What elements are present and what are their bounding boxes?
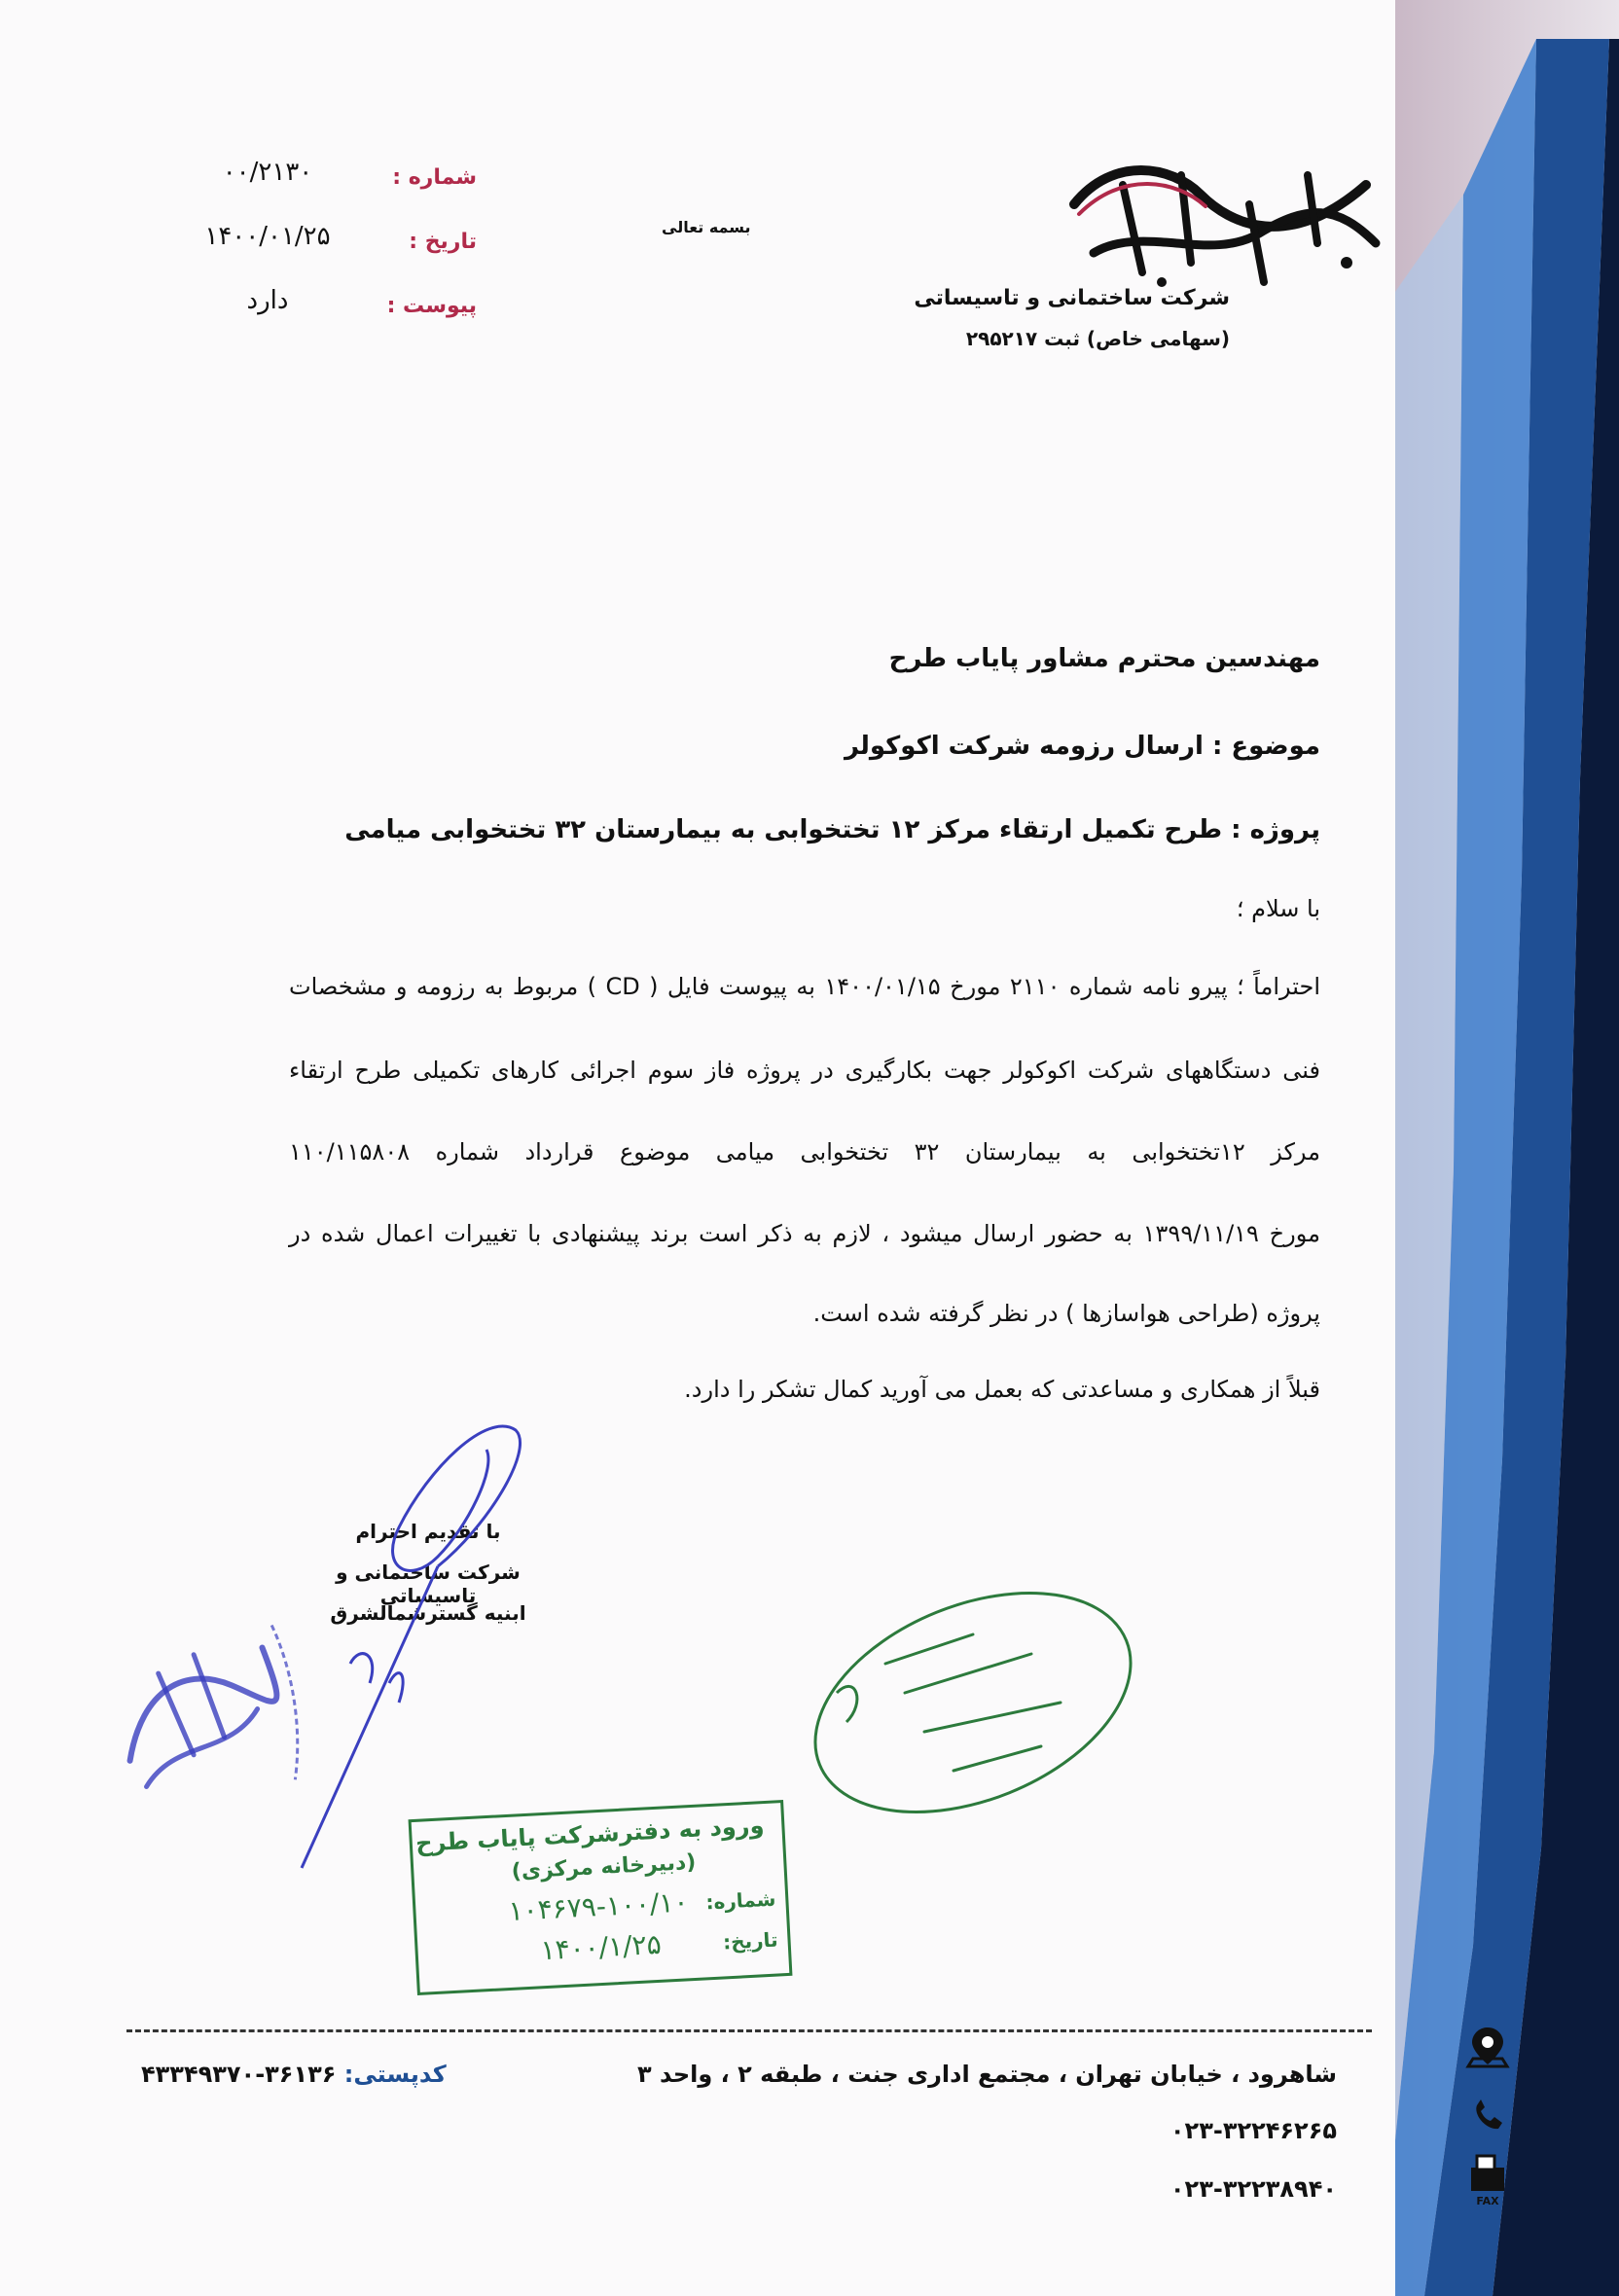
fax-icon [1463, 2150, 1512, 2208]
letter-attachment-row [165, 286, 477, 333]
project-title: پروژه : طرح تکمیل ارتقاء مرکز ۱۲ تختخوابی به بیمارستان ۳۲ تختخوابی میامی [344, 815, 1320, 844]
fax-icon-label: FAX [1476, 2195, 1499, 2207]
decorative-side-band [1395, 0, 1619, 2296]
letter-date-value: ۱۴۰۰/۰۱/۲۵ [204, 222, 331, 251]
letter-number-value: ۰۰/۲۱۳۰ [222, 158, 313, 187]
stamp-date-value: ۱۴۰۰/۱/۲۵ [539, 1927, 663, 1967]
subject: موضوع : ارسال رزومه شرکت اکوکولر [844, 732, 1320, 761]
stamp-number-value: ۱۰۴۶۷۹-۱۰۰/۱۰ [507, 1885, 690, 1927]
letter-date-label: تاریخ : [409, 230, 477, 254]
bismillah: بسمه تعالی [662, 218, 751, 236]
signature-blue [292, 1411, 545, 1878]
closing-line-1: با تقدیم احترام [355, 1520, 501, 1543]
stamp-number-label: شماره: [704, 1886, 776, 1915]
footer-phone: ۰۲۳-۳۲۲۴۶۲۶۵ [1169, 2117, 1337, 2144]
footer-address: شاهرود ، خیابان تهران ، مجتمع اداری جنت ، طبقه ۲ ، واحد ۳ [637, 2061, 1337, 2088]
letter-attachment-value: دارد [246, 286, 289, 315]
postal-label: کدپستی: [343, 2061, 447, 2088]
stamp-subtitle: (دبیرخانه مرکزی) [511, 1849, 697, 1884]
greeting: با سلام ؛ [1236, 895, 1320, 922]
company-registration: (سهامی خاص) ثبت ۲۹۵۲۱۷ [965, 327, 1230, 350]
footer-fax: ۰۲۳-۳۲۲۳۸۹۴۰ [1169, 2175, 1337, 2203]
body-line-3: مرکز ۱۲تختخوابی به بیمارستان ۳۲ تختخوابی میامی موضوع قرارداد شماره ۱۱۰/۱۱۵۸۰۸ [289, 1138, 1320, 1166]
body-line-4: مورخ ۱۳۹۹/۱۱/۱۹ به حضور ارسال میشود ، لازم به ذکر است برند پیشنهادی با تغییرات اعمال شده در [289, 1220, 1320, 1247]
company-logo [1055, 146, 1385, 302]
body-line-1: احتراماً ؛ پیرو نامه شماره ۲۱۱۰ مورخ ۱۴۰۰/۰۱/۱۵ به پیوست فایل ( CD ) مربوط به رزومه و مشخصات [289, 973, 1320, 1000]
footer-postal [141, 2061, 447, 2088]
letter-date-row [165, 222, 477, 269]
phone-icon [1463, 2092, 1512, 2140]
thanks-line: قبلاً از همکاری و مساعدتی که بعمل می آورید کمال تشکر را دارد. [684, 1376, 1320, 1403]
receipt-stamp [409, 1800, 793, 1995]
footer-divider [126, 2029, 1372, 2032]
company-seal [92, 1605, 316, 1829]
postal-value: ۳۶۱۳۶-۴۳۳۴۹۳۷۰ [141, 2061, 337, 2088]
location-icon [1463, 2024, 1512, 2072]
letter-attachment-label: پیوست : [386, 294, 477, 318]
stamp-title: ورود به دفترشرکت پایاب طرح [414, 1812, 766, 1857]
recipient: مهندسین محترم مشاور پایاب طرح [888, 644, 1320, 673]
letter-number-label: شماره : [392, 165, 477, 190]
letter-number-row [165, 158, 477, 204]
closing-line-3: ابنیه گسترشمالشرق [330, 1601, 526, 1625]
body-line-5: پروژه (طراحی هواسازها ) در نظر گرفته شده است. [812, 1300, 1320, 1327]
green-receipt-oval [778, 1576, 1148, 1839]
stamp-date-label: تاریخ: [722, 1927, 779, 1955]
body-line-2: فنی دستگاههای شرکت اکوکولر جهت بکارگیری در پروژه فاز سوم اجرائی کارهای تکمیلی طرح ارتقاء [289, 1057, 1320, 1084]
company-type: شرکت ساختمانی و تاسیساتی [914, 286, 1230, 310]
closing-line-2: شرکت ساختمانی و تاسیساتی [336, 1561, 521, 1607]
